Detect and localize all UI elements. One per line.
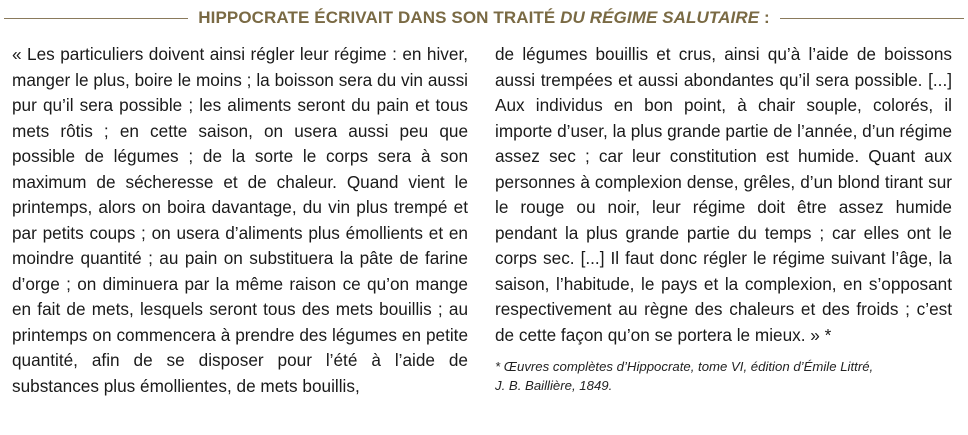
section-header <box>0 6 968 30</box>
header-title-end: : <box>759 8 770 27</box>
quote-text-right: de légumes bouillis et crus, ainsi qu’à l’aide de boissons aussi trempées et aussi abondantes qu’il sera possible. [...] Aux individus en bon point, à chair souple, colorés, il importe d’user, la plus grande partie de l’année, d’un régime assez sec ; car leur constitution est humide. Quant aux personnes à complexion dense, grêles, d’un blond tirant sur le rouge ou noir, leur régime doit être assez humide pendant la plus grande partie du temps ; car elles ont le corps sec. [...] Il faut donc régler le régime suivant l’âge, la saison, l’habitude, le pays et la complexion, en s’opposant respectivement au règne des chaleurs et des froids ; c’est de cette façon qu’on se portera le mieux. » * <box>495 44 952 345</box>
header-title-main: HIPPOCRATE ÉCRIVAIT DANS SON TRAITÉ <box>198 8 561 27</box>
quote-column-right <box>495 42 952 395</box>
footnote <box>495 357 952 395</box>
header-rule-left <box>4 18 188 19</box>
quote-text-left: « Les particuliers doivent ainsi régler leur régime : en hiver, manger le plus, boire le moins ; la boisson sera du vin aussi pur qu’il sera possible ; les aliments seront du pain et tous mets rôtis ; en cette saison, on usera aussi peu que possible de légumes ; de la sorte le corps sera à son maximum de sécheresse et de chaleur. Quand vient le printemps, alors on boira davantage, du vin plus trempé et par petits coups ; on usera d’aliments plus émollients et en moindre quantité ; au pain on substituera la pâte de farine d’orge ; on diminuera par la même raison ce qu’on mange en fait de mets, lesquels seront tous des mets bouillis ; au printemps on commencera à prendre des légumes en petite quantité, afin de se disposer pour l’été à l’aide de substances plus émollientes, de mets bouillis, <box>12 44 468 396</box>
footnote-line-1: * Œuvres complètes d’Hippocrate, tome VI, édition d’Émile Littré, <box>495 359 874 374</box>
header-title <box>198 8 769 28</box>
header-rule-right <box>780 18 964 19</box>
footnote-line-2: J. B. Baillière, 1849. <box>495 378 613 393</box>
header-title-work: DU RÉGIME SALUTAIRE <box>560 8 760 27</box>
quote-column-left <box>12 42 468 399</box>
